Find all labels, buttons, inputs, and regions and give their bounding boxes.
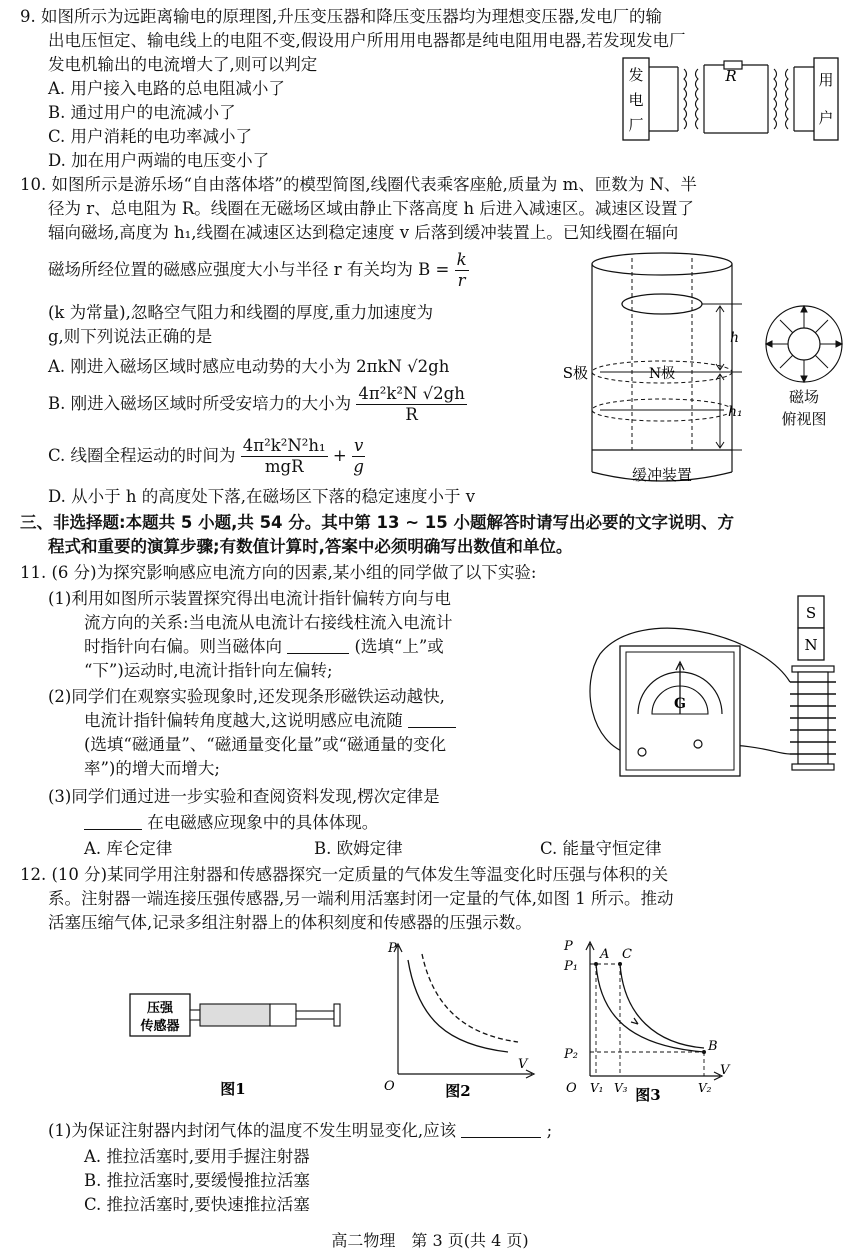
q10-option-c-denominator-1: mgR: [264, 457, 304, 476]
figure-3-pv-cycle: [560, 936, 740, 1104]
q10-option-b-numerator: 4π²k²N √2gh: [358, 384, 465, 403]
q12-blank-1[interactable]: [461, 1121, 541, 1138]
q11-p2-line-1: (2)同学们在观察实验现象时,还发现条形磁铁运动越快,: [48, 687, 445, 706]
fig-plant-char-2: 电: [628, 91, 644, 109]
q10-option-c-numerator-2: v: [353, 436, 364, 455]
q9-option-b: B. 通过用户的电流减小了: [48, 103, 236, 122]
q10-option-c-plus: +: [332, 446, 347, 465]
q10-line-6: g,则下列说法正确的是: [48, 327, 213, 346]
q11-p1-line-3-end: (选填“上”或: [354, 637, 444, 656]
fig3-origin: O: [566, 1081, 577, 1096]
q10-line-1: 10. 如图所示是游乐场“自由落体塔”的模型简图,线圈代表乘客座舱,质量为 m、匝数为 N、半: [20, 175, 697, 194]
fig-n-pole: N极: [648, 366, 676, 382]
q10-line-5: (k 为常量),忽略空气阻力和线圈的厚度,重力加速度为: [48, 303, 434, 322]
section3-line-2: 程式和重要的演算步骤;有数值计算时,答案中必须明确写出数值和单位。: [48, 537, 573, 556]
fig1-sensor-line-1: 压强: [146, 1001, 174, 1016]
page-footer: 高二物理 第 3 页(共 4 页): [331, 1231, 529, 1250]
q9-option-a: A. 用户接入电路的总电阻减小了: [48, 79, 285, 98]
q11-option-b: B. 欧姆定律: [314, 839, 403, 858]
fig3-v2: V₂: [698, 1081, 712, 1095]
q11-p3-line-1: (3)同学们通过进一步实验和查阅资料发现,楞次定律是: [48, 787, 440, 806]
fig-top-view-2: 俯视图: [781, 410, 827, 428]
q12-line-1: 12. (10 分)某同学用注射器和传感器探究一定质量的气体发生等温变化时压强与体积的关: [20, 865, 669, 884]
fig3-point-b: B: [708, 1039, 718, 1054]
fig-plant-char-1: 发: [628, 66, 644, 84]
q9-line-2: 出电压恒定、输电线上的电阻不变,假设用户所用用电器都是纯电阻用电器,若发现发电厂: [48, 31, 686, 50]
q12-subquestion-1-end: ;: [546, 1121, 553, 1140]
fig3-axis-v: V: [720, 1063, 730, 1078]
fig3-point-c: C: [622, 947, 632, 962]
q10-option-d: D. 从小于 h 的高度处下落,在磁场区下落的稳定速度小于 v: [48, 487, 476, 506]
q10-line-3: 辐向磁场,高度为 h₁,线圈在减速区达到稳定速度 v 后落到缓冲装置上。已知线圈在辐向: [48, 223, 679, 242]
fig3-caption: 图3: [635, 1086, 661, 1104]
galvanometer-diagram: [580, 594, 850, 794]
fig-height-h: h: [730, 330, 740, 346]
q11-p1-line-3-text: 时指针向右偏。则当磁体向: [84, 637, 282, 656]
transmission-diagram: [618, 55, 843, 145]
section3-line-1: 三、非选择题:本题共 5 小题,共 54 分。其中第 13 ~ 15 小题解答时请写出必要的文字说明、方: [20, 513, 735, 532]
fig-top-view-1: 磁场: [788, 388, 820, 406]
fig-buffer-label: 缓冲装置: [631, 466, 693, 484]
q11-option-a: A. 库仑定律: [84, 839, 173, 858]
q12-line-2: 系。注射器一端连接压强传感器,另一端利用活塞封闭一定量的气体,如图 1 所示。推动: [48, 889, 674, 908]
fig2-origin: O: [384, 1079, 395, 1094]
q11-blank-3[interactable]: [84, 813, 142, 830]
figure-2-pv-curves: [378, 940, 548, 1100]
q10-line-4: [48, 250, 469, 300]
fig1-sensor-line-2: 传感器: [140, 1019, 180, 1034]
fig-galvanometer-label: G: [674, 696, 686, 712]
fig2-axis-p: P: [388, 941, 397, 956]
fig2-axis-v: V: [518, 1057, 528, 1072]
q10-option-c-text: C. 线圈全程运动的时间为: [48, 446, 236, 465]
drop-tower-diagram: [562, 250, 852, 500]
q11-blank-2[interactable]: [408, 711, 456, 728]
fig-resistor-label: R: [725, 67, 737, 85]
q12-option-c: C. 推拉活塞时,要快速推拉活塞: [84, 1195, 310, 1214]
q11-blank-1[interactable]: [287, 637, 349, 654]
q9-line-3: 发电机输出的电流增大了,则可以判定: [48, 55, 318, 74]
fig-user-char-2: 户: [818, 109, 834, 127]
q11-p3-line-2: [84, 812, 378, 834]
q12-subquestion-1-text: (1)为保证注射器内封闭气体的温度不发生明显变化,应该: [48, 1121, 457, 1140]
q10-line-4-text: 磁场所经位置的磁感应强度大小与半径 r 有关均为 B =: [48, 260, 450, 279]
fig2-caption: 图2: [445, 1082, 471, 1100]
q9-option-c: C. 用户消耗的电功率减小了: [48, 127, 253, 146]
fig3-v1: V₁: [590, 1081, 604, 1095]
fig3-p2: P₂: [564, 1047, 578, 1062]
fig-height-h1: h₁: [728, 404, 743, 420]
q10-option-c-numerator-1: 4π²k²N²h₁: [242, 436, 326, 455]
q12-subquestion-1: [48, 1120, 552, 1142]
q10-b-denominator: r: [457, 271, 466, 290]
fig3-axis-p: P: [564, 939, 573, 954]
q12-option-a: A. 推拉活塞时,要用手握注射器: [84, 1147, 310, 1166]
q11-p1-line-4: “下”)运动时,电流计指针向左偏转;: [84, 661, 333, 680]
fig1-caption: 图1: [220, 1080, 246, 1098]
q10-option-c-denominator-2: g: [353, 457, 364, 476]
q10-option-b: [48, 384, 467, 432]
q9-option-d: D. 加在用户两端的电压变小了: [48, 151, 270, 170]
q10-option-a: A. 刚进入磁场区域时感应电动势的大小为 2πkN √2gh: [48, 357, 450, 376]
fig3-point-a: A: [600, 947, 610, 962]
fig-plant-char-3: 厂: [628, 116, 644, 134]
fig3-v3: V₃: [614, 1081, 628, 1095]
q10-b-numerator: k: [456, 250, 467, 269]
figure-1-syringe: [128, 990, 358, 1100]
q10-option-c: [48, 436, 365, 484]
q11-p2-line-2: [84, 710, 456, 732]
fig-magnet-n: N: [804, 636, 818, 654]
q10-option-b-denominator: R: [405, 405, 418, 424]
fig3-p1: P₁: [564, 959, 578, 974]
q12-line-3: 活塞压缩气体,记录多组注射器上的体积刻度和传感器的压强示数。: [48, 913, 532, 932]
fig-magnet-s: S: [805, 604, 817, 622]
q11-p2-line-2-text: 电流计指针偏转角度越大,这说明感应电流随: [84, 711, 403, 730]
q11-p1-line-3: [84, 636, 444, 658]
q12-option-b: B. 推拉活塞时,要缓慢推拉活塞: [84, 1171, 310, 1190]
q11-head: 11. (6 分)为探究影响感应电流方向的因素,某小组的同学做了以下实验:: [20, 563, 537, 582]
q11-p1-line-1: (1)利用如图所示装置探究得出电流计指针偏转方向与电: [48, 589, 451, 608]
q10-option-b-text: B. 刚进入磁场区域时所受安培力的大小为: [48, 394, 352, 413]
fig-s-pole: S极: [562, 364, 588, 382]
fig-user-char-1: 用: [818, 71, 834, 89]
q11-option-c: C. 能量守恒定律: [540, 839, 662, 858]
q11-p2-line-3: (选填“磁通量”、“磁通量变化量”或“磁通量的变化: [84, 735, 447, 754]
q11-p3-line-2-text: 在电磁感应现象中的具体体现。: [147, 813, 379, 832]
q11-p2-line-4: 率”)的增大而增大;: [84, 759, 220, 778]
q11-p1-line-2: 流方向的关系:当电流从电流计右接线柱流入电流计: [84, 613, 453, 632]
q9-line-1: 9. 如图所示为远距离输电的原理图,升压变压器和降压变压器均为理想变压器,发电厂的输: [20, 7, 662, 26]
q10-line-2: 径为 r、总电阻为 R。线圈在无磁场区域由静止下落高度 h 后进入减速区。减速区设置了: [48, 199, 694, 218]
